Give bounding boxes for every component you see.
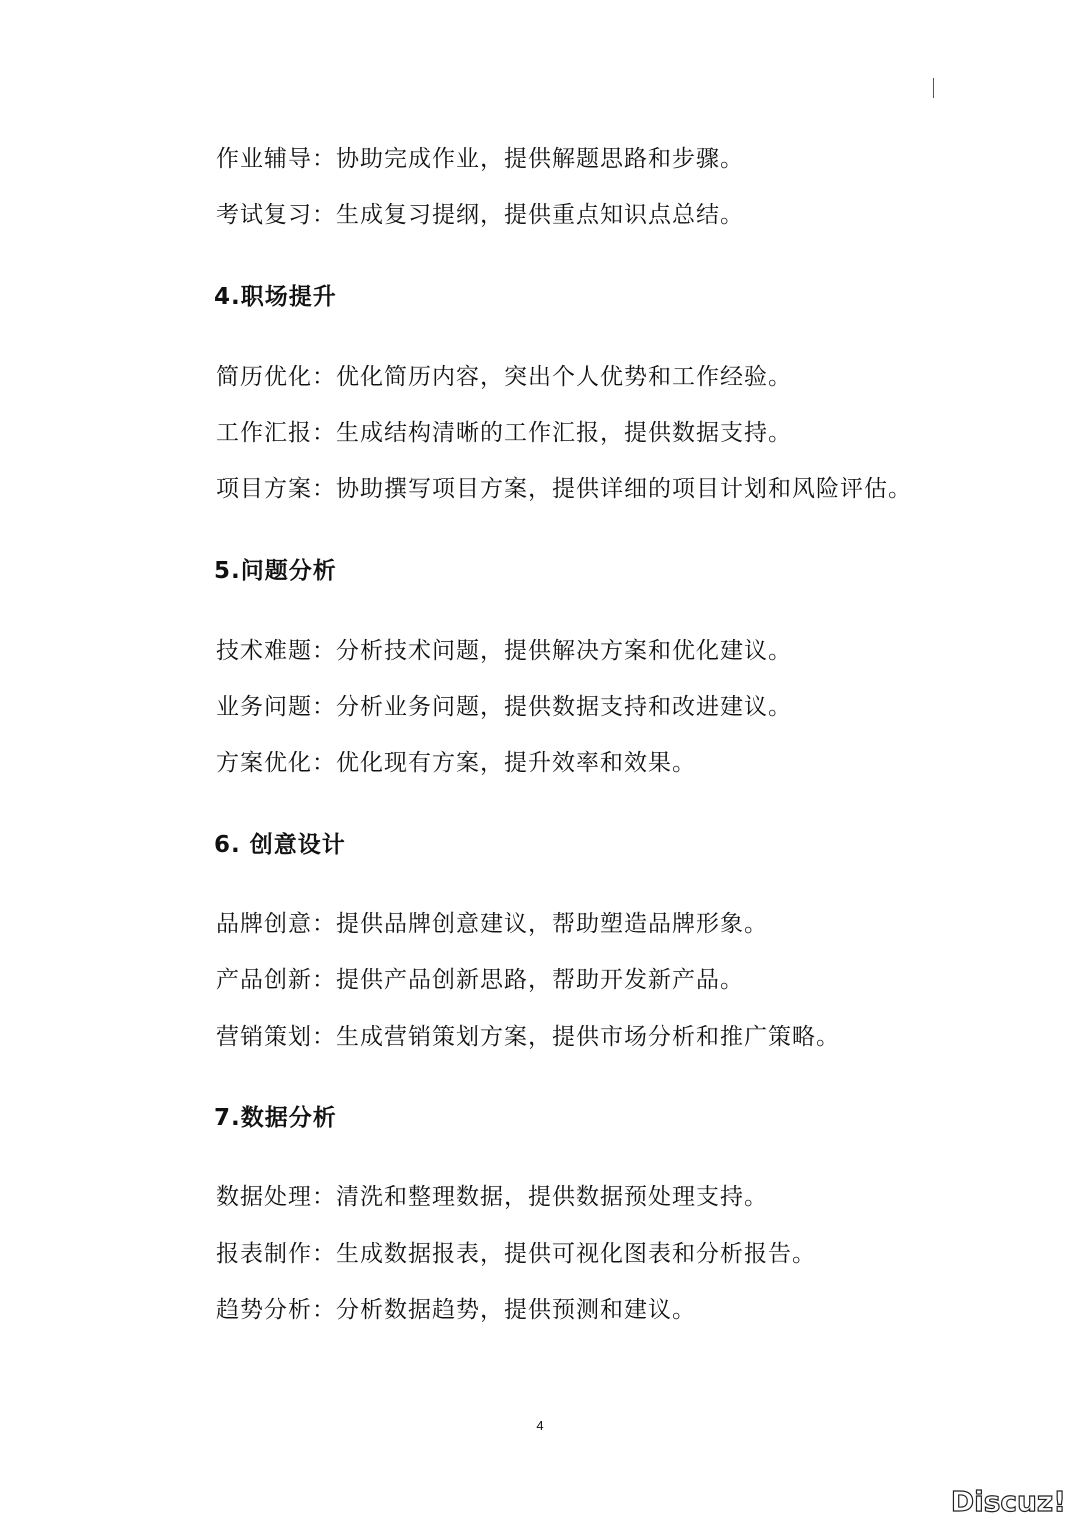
text-cursor-mark	[933, 78, 934, 98]
section-heading: 6. 创意设计	[214, 832, 346, 858]
section-heading: 7.数据分析	[214, 1105, 337, 1131]
list-item: 数据处理：清洗和整理数据，提供数据预处理支持。	[216, 1184, 768, 1210]
list-item: 方案优化：优化现有方案，提升效率和效果。	[216, 750, 696, 776]
list-item: 考试复习：生成复习提纲，提供重点知识点总结。	[216, 202, 744, 228]
list-item: 营销策划：生成营销策划方案，提供市场分析和推广策略。	[216, 1024, 840, 1050]
list-item: 简历优化：优化简历内容，突出个人优势和工作经验。	[216, 364, 792, 390]
list-item: 趋势分析：分析数据趋势，提供预测和建议。	[216, 1297, 696, 1323]
list-item: 报表制作：生成数据报表，提供可视化图表和分析报告。	[216, 1241, 816, 1267]
list-item: 品牌创意：提供品牌创意建议，帮助塑造品牌形象。	[216, 911, 768, 937]
list-item: 技术难题：分析技术问题，提供解决方案和优化建议。	[216, 638, 792, 664]
list-item: 业务问题：分析业务问题，提供数据支持和改进建议。	[216, 694, 792, 720]
page-number: 4	[536, 1418, 544, 1433]
watermark-logo: Discuz!	[950, 1485, 1066, 1518]
list-item: 项目方案：协助撰写项目方案，提供详细的项目计划和风险评估。	[216, 476, 912, 502]
section-heading: 5.问题分析	[214, 558, 337, 584]
list-item: 产品创新：提供产品创新思路，帮助开发新产品。	[216, 967, 744, 993]
list-item: 作业辅导：协助完成作业，提供解题思路和步骤。	[216, 146, 744, 172]
list-item: 工作汇报：生成结构清晰的工作汇报，提供数据支持。	[216, 420, 792, 446]
section-heading: 4.职场提升	[214, 284, 337, 310]
